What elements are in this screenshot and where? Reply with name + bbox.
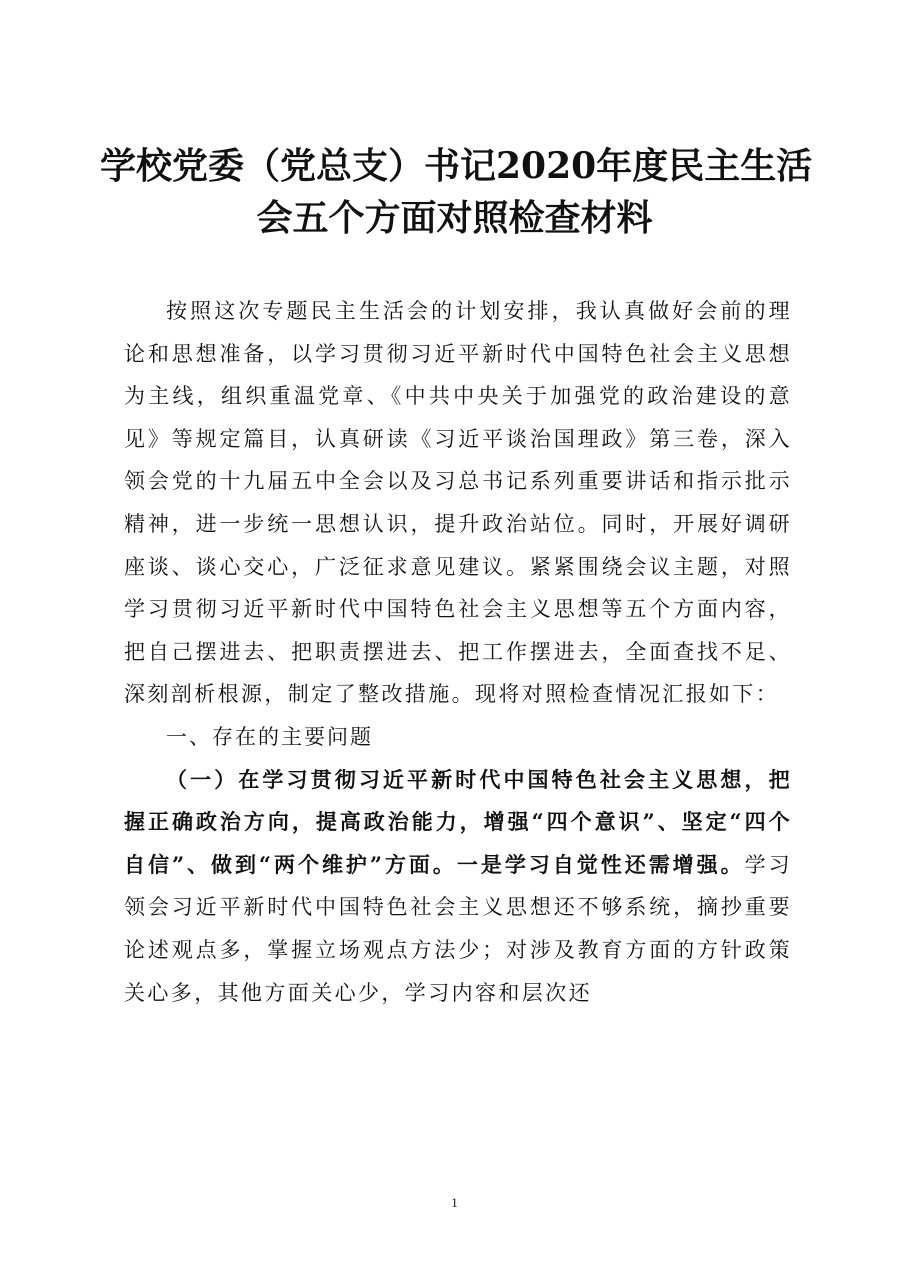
subsection-paragraph xyxy=(124,759,792,1015)
page-number: 1 xyxy=(451,1195,458,1210)
document-body xyxy=(124,290,792,1014)
intro-paragraph: 按照这次专题民主生活会的计划安排，我认真做好会前的理论和思想准备，以学习贯彻习近平新时代中国特色社会主义思想为主线，组织重温党章、《中共中央关于加强党的政治建设的意见》等规定篇目，认真研读《习近平谈治国理政》第三卷，深入领会党的十九届五中全会以及习总书记系列重要讲话和指示批示精神，进一步统一思想认识，提升政治站位。同时，开展好调研座谈、谈心交心，广泛征求意见建议。紧紧围绕会议主题，对照学习贯彻习近平新时代中国特色社会主义思想等五个方面内容，把自己摆进去、把职责摆进去、把工作摆进去，全面查找不足、深刻剖析根源，制定了整改措施。现将对照检查情况汇报如下： xyxy=(124,299,792,707)
section-heading: 一、存在的主要问题 xyxy=(166,724,373,749)
title-line-2: 会五个方面对照检查材料 xyxy=(256,197,653,239)
subsection-bold-lead: （一）在学习贯彻习近平新时代中国特色社会主义思想，把握正确政治方向，提高政治能力，增强“四个意识”、坚定“四个自信”、做到“两个维护”方面。一是学习自觉性还需增强。 xyxy=(124,766,792,877)
title-line-1: 学校党委（党总支）书记2020年度民主生活 xyxy=(100,145,813,187)
subsection-text: 学习领会习近平新时代中国特色社会主义思想还不够系统，摘抄重要论述观点多，掌握立场观点方法少；对涉及教育方面的方针政策关心多，其他方面关心少，学习内容和层次还 xyxy=(124,852,792,1005)
document-title xyxy=(100,140,813,244)
